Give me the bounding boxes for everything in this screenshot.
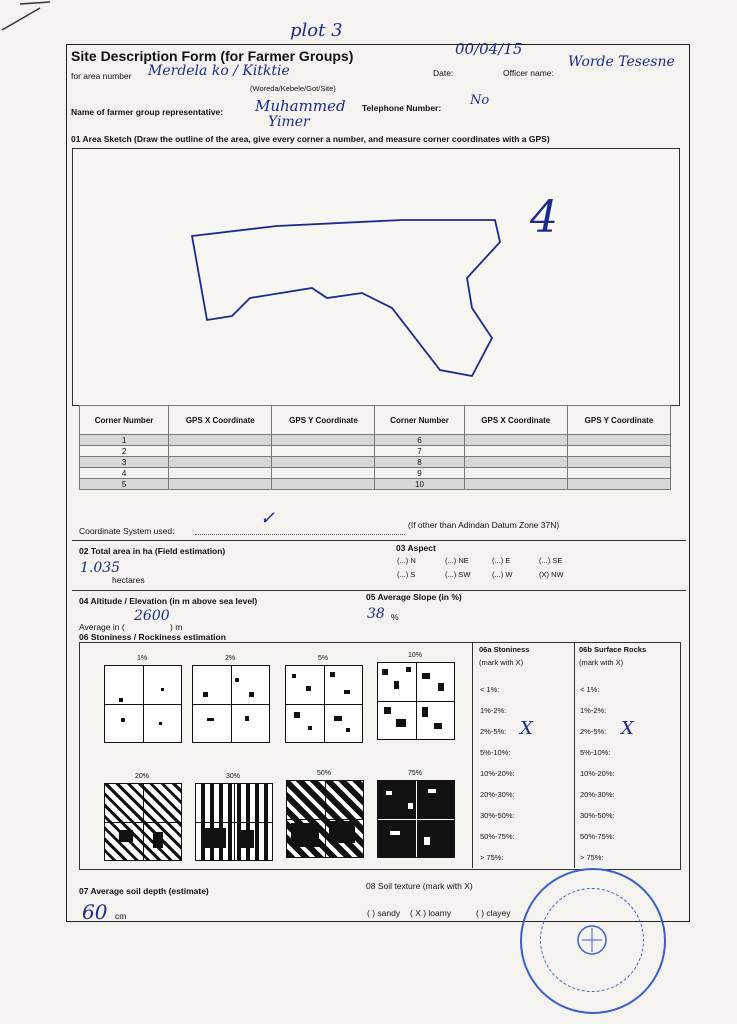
cell: 4	[80, 468, 169, 479]
divider	[72, 590, 686, 591]
cell[interactable]	[272, 457, 375, 468]
cell: 6	[375, 435, 464, 446]
soil-texture-label: 08 Soil texture (mark with X)	[366, 881, 473, 891]
stoniness-range-a-2[interactable]: 2%-5%:	[480, 727, 507, 736]
stoniness-range-b-1[interactable]: 1%-2%:	[580, 706, 607, 715]
total-area-value: 1.035	[80, 560, 121, 576]
cell: 10	[375, 479, 464, 490]
altitude-label: 04 Altitude / Elevation (in m above sea level)	[79, 596, 258, 606]
stone-grid-50pct	[286, 780, 364, 858]
date-label: Date:	[433, 68, 454, 78]
col-06a-title: 06a Stoniness	[479, 645, 530, 654]
coord-system-note: (If other than Adindan Datum Zone 37N)	[408, 520, 560, 530]
stoniness-range-a-7[interactable]: 50%-75%:	[480, 832, 515, 841]
area-number-value: Merdela ko / Kitktie	[148, 63, 290, 79]
total-area-label: 02 Total area in ha (Field estimation)	[79, 546, 226, 556]
soil-depth-label: 07 Average soil depth (estimate)	[79, 886, 209, 896]
cell[interactable]	[464, 446, 567, 457]
altitude-value: 2600	[134, 608, 170, 624]
cell[interactable]	[464, 457, 567, 468]
stone-grid-10pct	[377, 662, 455, 740]
aspect-option-se[interactable]: (...) SE	[539, 556, 563, 565]
header-gps-y-2: GPS Y Coordinate	[567, 406, 670, 435]
area-sketch-outline	[72, 148, 678, 404]
soil-texture-sandy[interactable]: ( ) sandy	[367, 908, 401, 918]
stone-grid-2pct	[192, 665, 270, 743]
header-gps-y: GPS Y Coordinate	[272, 406, 375, 435]
cell: 8	[375, 457, 464, 468]
cell: 1	[80, 435, 169, 446]
stoniness-mark-a: X	[520, 718, 533, 739]
header-corner-number-2: Corner Number	[375, 406, 464, 435]
altitude-unit: ) m	[170, 622, 183, 632]
date-value: 00/04/15	[455, 40, 523, 58]
header-gps-x-2: GPS X Coordinate	[464, 406, 567, 435]
stone-grid-20pct	[104, 783, 182, 861]
percent-1: 1%	[136, 655, 148, 662]
percent-5: 5%	[317, 655, 329, 662]
slope-unit: %	[391, 612, 399, 622]
phone-value: No	[470, 93, 490, 108]
col-06b-title: 06b Surface Rocks	[579, 645, 647, 654]
soil-depth-unit: cm	[115, 911, 127, 921]
percent-50: 50%	[316, 770, 331, 777]
stamp-emblem-icon	[572, 920, 612, 960]
stoniness-range-a-0[interactable]: < 1%:	[480, 685, 500, 694]
table-row	[80, 468, 671, 479]
cell[interactable]	[464, 468, 567, 479]
cell[interactable]	[567, 479, 670, 490]
cell[interactable]	[272, 435, 375, 446]
table-row	[80, 446, 671, 457]
stoniness-range-b-5[interactable]: 20%-30%:	[580, 790, 615, 799]
form-title: Site Description Form (for Farmer Groups)	[71, 48, 354, 64]
stoniness-range-a-6[interactable]: 30%-50%:	[480, 811, 515, 820]
cell[interactable]	[272, 479, 375, 490]
officer-value: Worde Tesesne	[568, 54, 675, 70]
sketch-corner-mark: 4	[530, 192, 558, 243]
aspect-option-n[interactable]: (...) N	[397, 556, 416, 565]
soil-depth-value: 60	[82, 900, 108, 924]
stoniness-range-b-8[interactable]: > 75%:	[580, 853, 604, 862]
stoniness-range-b-7[interactable]: 50%-75%:	[580, 832, 615, 841]
coord-system-label: Coordinate System used:	[79, 526, 175, 536]
cell[interactable]	[464, 435, 567, 446]
col-06b-sub: (mark with X)	[579, 658, 624, 667]
stoniness-range-b-0[interactable]: < 1%:	[580, 685, 600, 694]
table-row	[80, 479, 671, 490]
cell[interactable]	[567, 446, 670, 457]
area-sublabel: (Woreda/Kebele/Got/Site)	[250, 84, 336, 93]
rep-label: Name of farmer group representative:	[71, 107, 224, 117]
divider	[472, 642, 473, 868]
header-gps-x: GPS X Coordinate	[169, 406, 272, 435]
cell: 9	[375, 468, 464, 479]
corner-scribble	[0, 0, 60, 40]
stoniness-range-b-4[interactable]: 10%-20%:	[580, 769, 615, 778]
aspect-option-w[interactable]: (...) W	[492, 570, 513, 579]
stoniness-range-a-3[interactable]: 5%-10%:	[480, 748, 511, 757]
cell[interactable]	[169, 435, 272, 446]
percent-30: 30%	[225, 773, 240, 780]
stoniness-mark-b: X	[621, 718, 634, 739]
stone-grid-75pct	[377, 780, 455, 858]
cell[interactable]	[169, 468, 272, 479]
sketch-label: 01 Area Sketch (Draw the outline of the area, give every corner a number, and measure corner coordinates with a GPS)	[71, 134, 550, 144]
stoniness-range-a-4[interactable]: 10%-20%:	[480, 769, 515, 778]
percent-10: 10%	[407, 652, 422, 659]
plot-number-handwritten: plot 3	[290, 20, 343, 41]
coord-system-check: ✓	[260, 508, 276, 529]
slope-label: 05 Average Slope (in %)	[366, 592, 462, 602]
cell: 2	[80, 446, 169, 457]
percent-2: 2%	[224, 655, 236, 662]
stone-grid-5pct	[285, 665, 363, 743]
stoniness-range-a-8[interactable]: > 75%:	[480, 853, 504, 862]
stoniness-range-b-6[interactable]: 30%-50%:	[580, 811, 615, 820]
stoniness-range-b-3[interactable]: 5%-10%:	[580, 748, 611, 757]
total-area-unit: hectares	[112, 575, 145, 585]
cell[interactable]	[272, 468, 375, 479]
cell: 3	[80, 457, 169, 468]
cell[interactable]	[169, 446, 272, 457]
cell[interactable]	[567, 468, 670, 479]
stoniness-range-a-1[interactable]: 1%-2%:	[480, 706, 507, 715]
stone-grid-1pct	[104, 665, 182, 743]
soil-texture-clayey[interactable]: ( ) clayey	[476, 908, 511, 918]
rep-value-line2: Yimer	[268, 114, 310, 130]
aspect-option-sw[interactable]: (...) SW	[445, 570, 471, 579]
cell[interactable]	[464, 479, 567, 490]
area-number-label: for area number	[71, 71, 132, 81]
col-06a-sub: (mark with X)	[479, 658, 524, 667]
percent-20: 20%	[134, 773, 149, 780]
cell[interactable]	[272, 446, 375, 457]
header-corner-number: Corner Number	[80, 406, 169, 435]
cell[interactable]	[169, 457, 272, 468]
rep-value-line1: Muhammed	[255, 97, 346, 115]
stoniness-range-b-2[interactable]: 2%-5%:	[580, 727, 607, 736]
aspect-option-nw[interactable]: (X) NW	[539, 570, 564, 579]
cell: 5	[80, 479, 169, 490]
officer-label: Officer name:	[503, 68, 554, 78]
divider	[574, 642, 575, 868]
cell: 7	[375, 446, 464, 457]
percent-75: 75%	[407, 770, 422, 777]
stone-grid-30pct	[195, 783, 273, 861]
gps-coordinate-table	[79, 405, 671, 490]
table-row	[80, 435, 671, 446]
soil-texture-loamy[interactable]: ( X ) loamy	[410, 908, 452, 918]
phone-label: Telephone Number:	[362, 103, 442, 113]
cell[interactable]	[567, 457, 670, 468]
cell[interactable]	[567, 435, 670, 446]
aspect-option-e[interactable]: (...) E	[492, 556, 511, 565]
slope-value: 38	[367, 606, 385, 622]
table-row	[80, 457, 671, 468]
aspect-option-s[interactable]: (...) S	[397, 570, 416, 579]
cell[interactable]	[169, 479, 272, 490]
aspect-label: 03 Aspect	[396, 543, 436, 553]
stoniness-range-a-5[interactable]: 20%-30%:	[480, 790, 515, 799]
coord-system-field[interactable]	[195, 534, 405, 535]
divider	[72, 540, 686, 541]
aspect-option-ne[interactable]: (...) NE	[445, 556, 469, 565]
stoniness-label: 06 Stoniness / Rockiness estimation	[79, 632, 226, 642]
altitude-prefix: Average in (	[79, 622, 125, 632]
